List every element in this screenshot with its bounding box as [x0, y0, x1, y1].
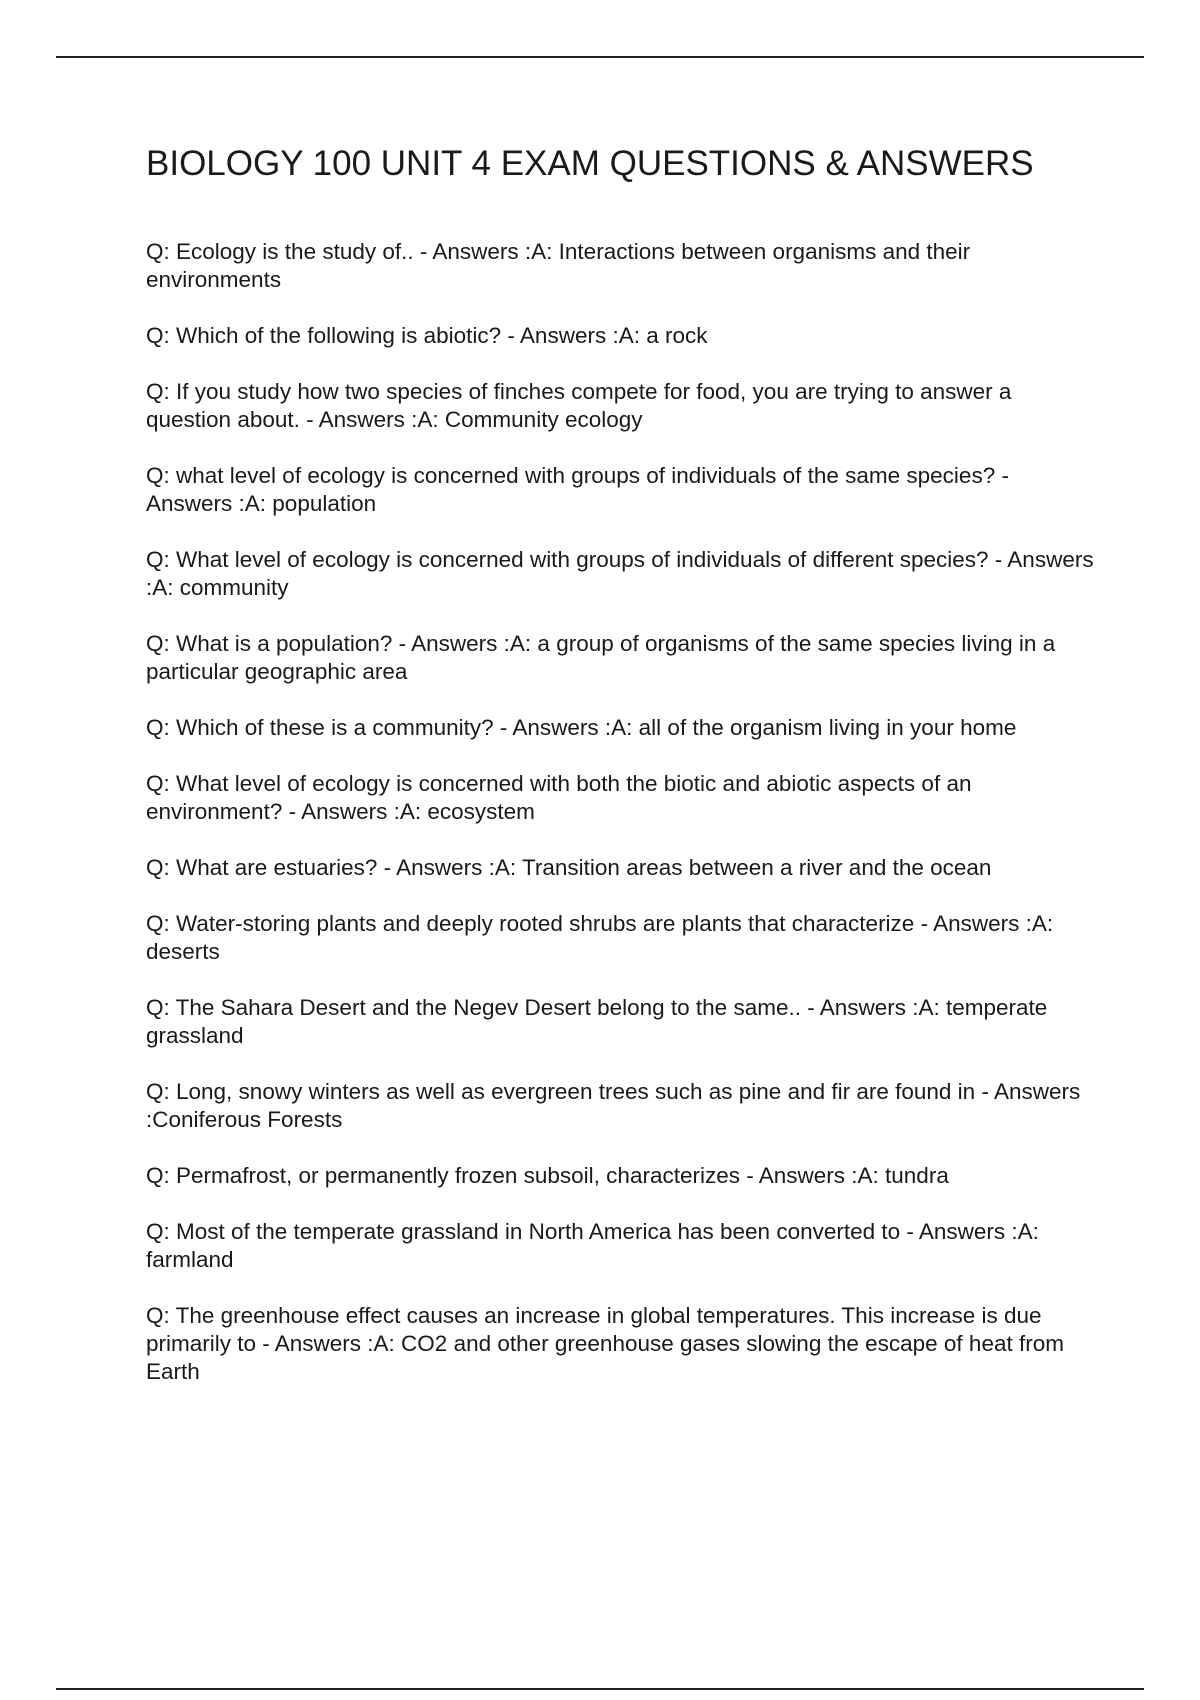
qa-item: Q: Which of these is a community? - Answers :A: all of the organism living in your home [146, 715, 1017, 740]
qa-item: Q: What is a population? - Answers :A: a group of organisms of the same species living in a particular geographic area [146, 631, 1056, 684]
qa-item: Q: What level of ecology is concerned with both the biotic and abiotic aspects of an environment? - Answers :A: ecosystem [146, 771, 972, 824]
qa-item: Q: The greenhouse effect causes an increase in global temperatures. This increase is due primarily to - Answers :A: CO2 and other greenhouse gases slowing the escape of heat from Earth [146, 1303, 1064, 1384]
qa-item: Q: Long, snowy winters as well as evergreen trees such as pine and fir are found in - Answers :Coniferous Forests [146, 1079, 1081, 1132]
qa-item: Q: What are estuaries? - Answers :A: Transition areas between a river and the ocean [146, 855, 992, 880]
qa-item: Q: If you study how two species of finches compete for food, you are trying to answer a question about. - Answers :A: Community ecology [146, 379, 1012, 432]
document-content [146, 142, 1096, 1414]
qa-item: Q: Most of the temperate grassland in North America has been converted to - Answers :A: farmland [146, 1219, 1039, 1272]
qa-item: Q: What level of ecology is concerned with groups of individuals of different species? - Answers :A: community [146, 547, 1094, 600]
qa-item: Q: what level of ecology is concerned with groups of individuals of the same species? - Answers :A: population [146, 463, 1009, 516]
qa-item: Q: Which of the following is abiotic? - Answers :A: a rock [146, 323, 708, 348]
document-title: BIOLOGY 100 UNIT 4 EXAM QUESTIONS & ANSWERS [146, 144, 1034, 183]
qa-item: Q: Permafrost, or permanently frozen subsoil, characterizes - Answers :A: tundra [146, 1163, 949, 1188]
top-divider [56, 56, 1144, 58]
qa-item: Q: The Sahara Desert and the Negev Desert belong to the same.. - Answers :A: temperate grassland [146, 995, 1048, 1048]
qa-item: Q: Water-storing plants and deeply rooted shrubs are plants that characterize - Answers :A: deserts [146, 911, 1054, 964]
bottom-divider [56, 1688, 1144, 1690]
qa-item: Q: Ecology is the study of.. - Answers :A: Interactions between organisms and their environments [146, 239, 971, 292]
qa-list [146, 238, 1096, 1386]
